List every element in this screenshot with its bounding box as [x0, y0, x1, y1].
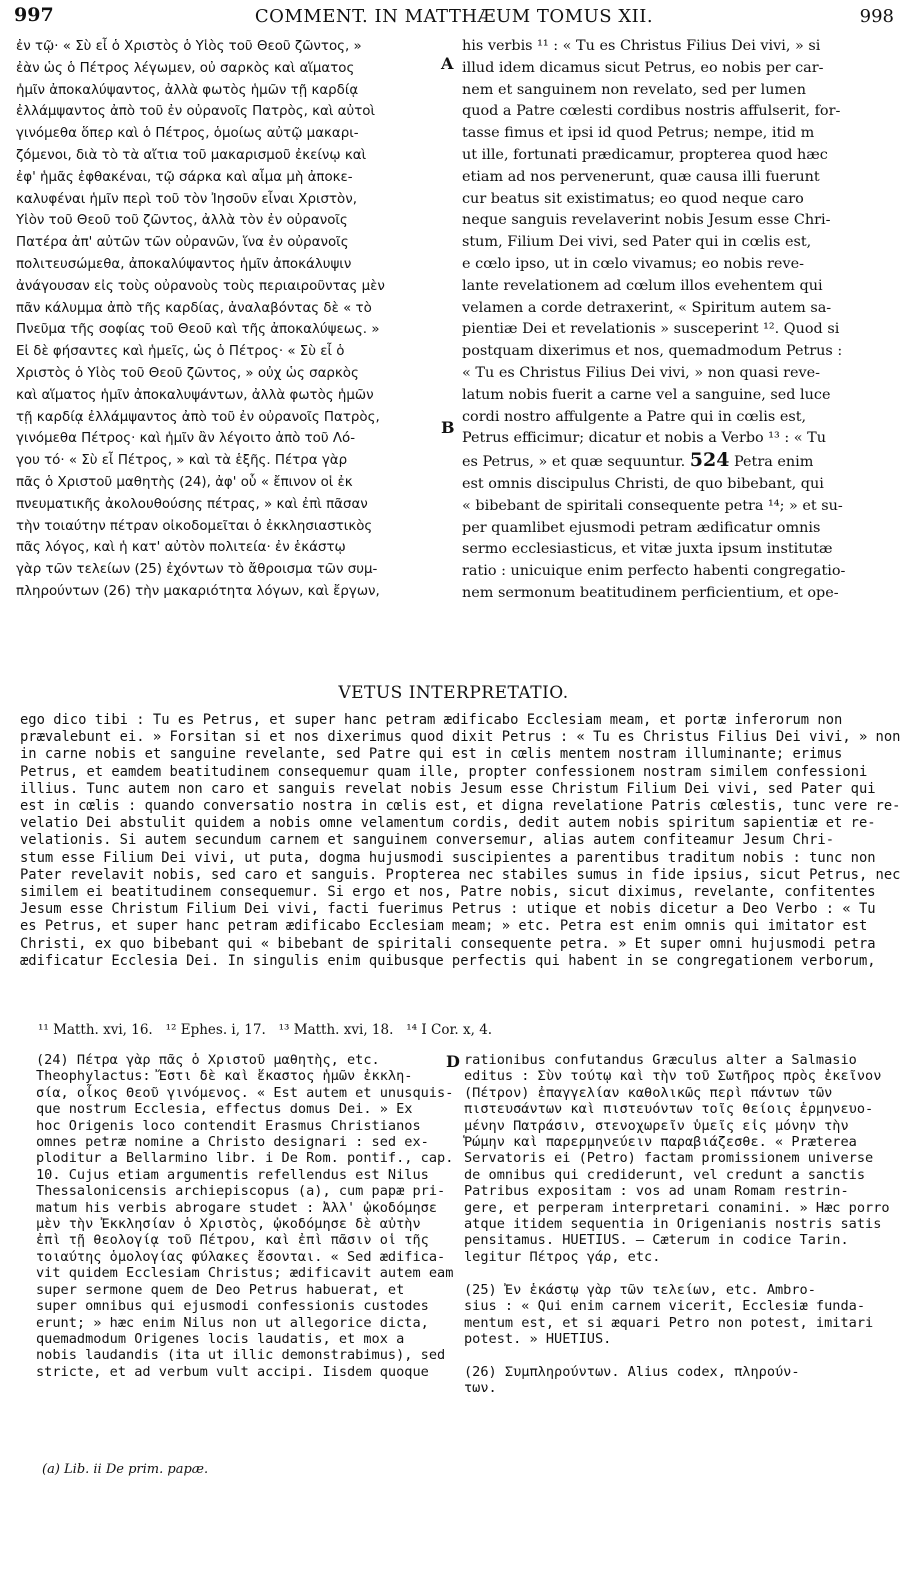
latin-column [462, 36, 845, 605]
vetus-interpretatio-text: ego dico tibi : Tu es Petrus, et super hanc petram ædificabo Ecclesiam meam, et portæ inferorum non prævalebunt ei. » Forsitan si et nos dixerimus quod dixit Petrus : « Tu es Christus Filius Dei vivi, » non in carne nobis et sanguine revelante, sed Patre qui est in cœlis mentem nostram illuminante; erimus Petrus, et eamdem beatitudinem consequemur quam ille, propter confessionem nostram similem confessioni illius. Tunc autem non caro et sanguis revelat nobis Jesum esse Christum Filium Dei vivi, sed Pater qui est in cœlis : quando conversatio nostra in cœlis est, et digna revelatione Patris cœlestis, tunc vere re- velatio Dei abstulit quidem a nobis omne velamentum cordis, dedit autem nobis spiritum sapientiæ et re- velationis. Si autem secundum carnem et sanguinem conversemur, alias autem confiteamur Jesum Chri- stum esse Filium Dei vivi, ut puta, dogma hujusmodi suscipientes a parentibus traditum nobis : tunc non Pater revelavit nobis, sed caro et sanguis. Propterea nec stabiles sumus in fide ipsius, sicut Petrus, nec similem ei beatitudinem consequemur. Si ergo et nos, Patre nobis, sicut diximus, revelante, confitentes Jesum esse Christum Filium Dei vivi, facti fuerimus Petrus : utique et nobis dicetur a Deo Verbo : « Tu es Petrus, et super hanc petram ædificabo Ecclesiam meam; » etc. Petra est enim omnis qui imitator est Christi, ex quo bibebant qui « bibebant de spiritali consequente petra. » Et super omni hujusmodi petra ædificatur Ecclesia Dei. In singulis enim quibusque perfectis qui habent in se congregationem verborum, [20, 712, 901, 969]
margin-mark-d: D [446, 1052, 460, 1071]
page-number-left: 997 [14, 4, 54, 26]
notes-right-column: rationibus confutandus Græculus alter a Salmasio editus : Σὺν τούτῳ καὶ τὴν τοῦ Σωτῆρος πρὸς ἐκεῖνον (Πέτρον) ἐπαγγελίαν καθολικῶς περὶ πάντων τῶν πιστευσάντων καὶ πιστευόντων τοῖς θείοις ἑρμηνευο- μένην Πατράσιν, στενοχωρεῖν ὑμεῖς εἰς μόνην τὴν Ῥώμην καὶ παρερμηνεύειν παραβιάζεσθε. « Præterea Servatoris ei (Petro) factam promissionem universe de omnibus qui crediderunt, vel credunt a sanctis Patribus expositam : vos ad unam Romam restrin- gere, et perperam interpretari conamini. » Hæc porro atque itidem sequentia in Origenianis nostris satis pensitamus. HUETIUS. — Cæterum in codice Tarin. legitur Πέτρος γάρ, etc. (25) Ἐν ἑκάστῳ γὰρ τῶν τελείων, etc. Ambro- sius : « Qui enim carnem vicerit, Ecclesiæ funda- mentum est, et si æquari Petro non potest, imitari potest. » HUETIUS. (26) Συμπληρούντων. Alius codex, πληρούν- των. [464, 1052, 890, 1397]
latin-column-continuation: Petra enim est omnis discipulus Christi, de quo bibebant, qui « bibebant de spiritali consequente petra ¹⁴; » et su- per quamlibet ejusmodi petram ædificatur omnis sermo ecclesiasticus, et vitæ juxta ipsum institutæ ratio : unicuique enim perfecto habenti congregatio- nem sermonum beatitudinem perficientium, et ope- [462, 454, 846, 601]
page-number-right: 998 [859, 6, 894, 27]
footnote: (a) Lib. ii De prim. papæ. [42, 1462, 209, 1477]
scripture-references: ¹¹ Matth. xvi, 16. ¹² Ephes. i, 17. ¹³ Matth. xvi, 18. ¹⁴ I Cor. x, 4. [38, 1022, 493, 1038]
notes-left-column: (24) Πέτρα γὰρ πᾶς ὁ Χριστοῦ μαθητὴς, etc. Theophylactus: Ἔστι δὲ καὶ ἕκαστος ἡμῶν ἐκκλη- σία, οἶκος Θεοῦ γινόμενος. « Est autem et unusquis- que nostrum Ecclesia, effectus domus Dei. » Ex hoc Origenis loco contendit Erasmus Christianos omnes petræ nomine a Christo designari : sed ex- ploditur a Bellarmino libr. i De Rom. pontif., cap. 10. Cujus etiam argumentis refellendus est Nilus Thessalonicensis archiepiscopus (a), cum papæ pri- matum his verbis abrogare studet : Ἀλλ' ᾠκοδόμησε μὲν τὴν Ἐκκλησίαν ὁ Χριστὸς, ᾠκοδόμησε δὲ αὐτὴν ἐπὶ τῇ θεολογίᾳ τοῦ Πέτρου, καὶ ἐπὶ πᾶσιν οἱ τῆς τοιαύτης ὁμολογίας φύλακες ἔσονται. « Sed ædifica- vit quidem Ecclesiam Christus; ædificavit autem eam super sermone quem de Deo Petrus habuerat, et super omnibus qui ejusmodi confessionis custodes erunt; » hæc enim Nilus non ut allegorice dicta, quemadmodum Origenes locis laudatis, et mox a nobis laudandis (ita ut illic demonstrabimus), sed stricte, et ad verbum vult accipi. Iisdem quoque [36, 1052, 454, 1380]
latin-column-text: his verbis ¹¹ : « Tu es Christus Filius Dei vivi, » si illud idem dicamus sicut Petrus, eo nobis per car- nem et sanguinem non revelato, sed per lumen quod a Patre cœlesti cordibus nostris affulserit, for- tasse fimus et ipsi id quod Petrus; nempe, itid m ut ille, fortunati prædicamur, propterea quod hæc etiam ad nos pervenerunt, quæ causa illi fuerunt cur beatus sit existimatus; eo quod neque caro neque sanguis revelaverint nobis Jesum esse Chri- stum, Filium Dei vivi, sed Pater qui in cœlis est, e cœlo ipso, ut in cœlo vivamus; eo nobis reve- lante revelationem ad cœlum illos evehentem qui velamen a corde detraxerint, « Spiritum autem sa- pientiæ Dei et revelationis » susceperint ¹². Quod si postquam dixerimus et nos, quemadmodum Petrus : « Tu es Christus Filius Dei vivi, » non quasi reve- latum nobis fuerit a carne vel a sanguine, sed luce cordi nostro affulgente a Patre qui in cœlis est, Petrus efficimur; dicatur et nobis a Verbo ¹³ : « Tu es Petrus, » et quæ sequuntur. [462, 38, 843, 471]
margin-mark-b: B [441, 418, 455, 437]
column-number-524: 524 [689, 449, 730, 472]
page-header [14, 4, 894, 32]
greek-column: ἐν τῷ· « Σὺ εἶ ὁ Χριστὸς ὁ Υἱὸς τοῦ Θεοῦ ζῶντος, » ἐὰν ὡς ὁ Πέτρος λέγωμεν, οὐ σαρκὸς καὶ αἵματος ἡμῖν ἀποκαλύψαντος, ἀλλὰ φωτὸς ἡμῶν τῇ καρδίᾳ ἐλλάμψαντος ἀπὸ τοῦ ἐν οὐρανοῖς Πατρὸς, καὶ αὐτοὶ γινόμεθα ὅπερ καὶ ὁ Πέτρος, ὁμοίως αὐτῷ μακαρι- ζόμενοι, διὰ τὸ τὰ αἴτια τοῦ μακαρισμοῦ ἐκείνῳ καὶ ἐφ' ἡμᾶς ἐφθακέναι, τῷ σάρκα καὶ αἷμα μὴ ἀποκε- καλυφέναι ἡμῖν περὶ τοῦ τὸν Ἰησοῦν εἶναι Χριστὸν, Υἱὸν τοῦ Θεοῦ τοῦ ζῶντος, ἀλλὰ τὸν ἐν οὐρανοῖς Πατέρα ἀπ' αὐτῶν τῶν οὐρανῶν, ἵνα ἐν οὐρανοῖς πολιτευσώμεθα, ἀποκαλύψαντος ἡμῖν ἀποκάλυψιν ἀνάγουσαν εἰς τοὺς οὐρανοὺς τοὺς περιαιροῦντας μὲν πᾶν κάλυμμα ἀπὸ τῆς καρδίας, ἀναλαβόντας δὲ « τὸ Πνεῦμα τῆς σοφίας τοῦ Θεοῦ καὶ τῆς ἀποκαλύψεως. » Εἰ δὲ φήσαντες καὶ ἡμεῖς, ὡς ὁ Πέτρος· « Σὺ εἶ ὁ Χριστὸς ὁ Υἱὸς τοῦ Θεοῦ ζῶντος, » οὐχ ὡς σαρκὸς καὶ αἵματος ἡμῖν ἀποκαλυψάντων, ἀλλὰ φωτὸς ἡμῶν τῇ καρδίᾳ ἐλλάμψαντος ἀπὸ τοῦ ἐν οὐρανοῖς Πατρὸς, γινόμεθα Πέτρος· καὶ ἡμῖν ἂν λέγοιτο ἀπὸ τοῦ Λό- γου τό· « Σὺ εἶ Πέτρος, » καὶ τὰ ἑξῆς. Πέτρα γὰρ πᾶς ὁ Χριστοῦ μαθητὴς (24), ἀφ' οὗ « ἔπινον οἱ ἐκ πνευματικῆς ἀκολουθούσης πέτρας, » καὶ ἐπὶ πᾶσαν τὴν τοιαύτην πέτραν οἰκοδομεῖται ὁ ἐκκλησιαστικὸς πᾶς λόγος, καὶ ἡ κατ' αὐτὸν πολιτεία· ἐν ἑκάστῳ γὰρ τῶν τελείων (25) ἐχόντων τὸ ἄθροισμα τῶν συμ- πληρούντων (26) τὴν μακαριότητα λόγων, καὶ ἔργων, [16, 39, 385, 599]
margin-mark-a: A [441, 54, 454, 73]
running-title: COMMENT. IN MATTHÆUM TOMUS XII. [254, 6, 654, 27]
section-title: VETUS INTERPRETATIO. [338, 683, 569, 703]
